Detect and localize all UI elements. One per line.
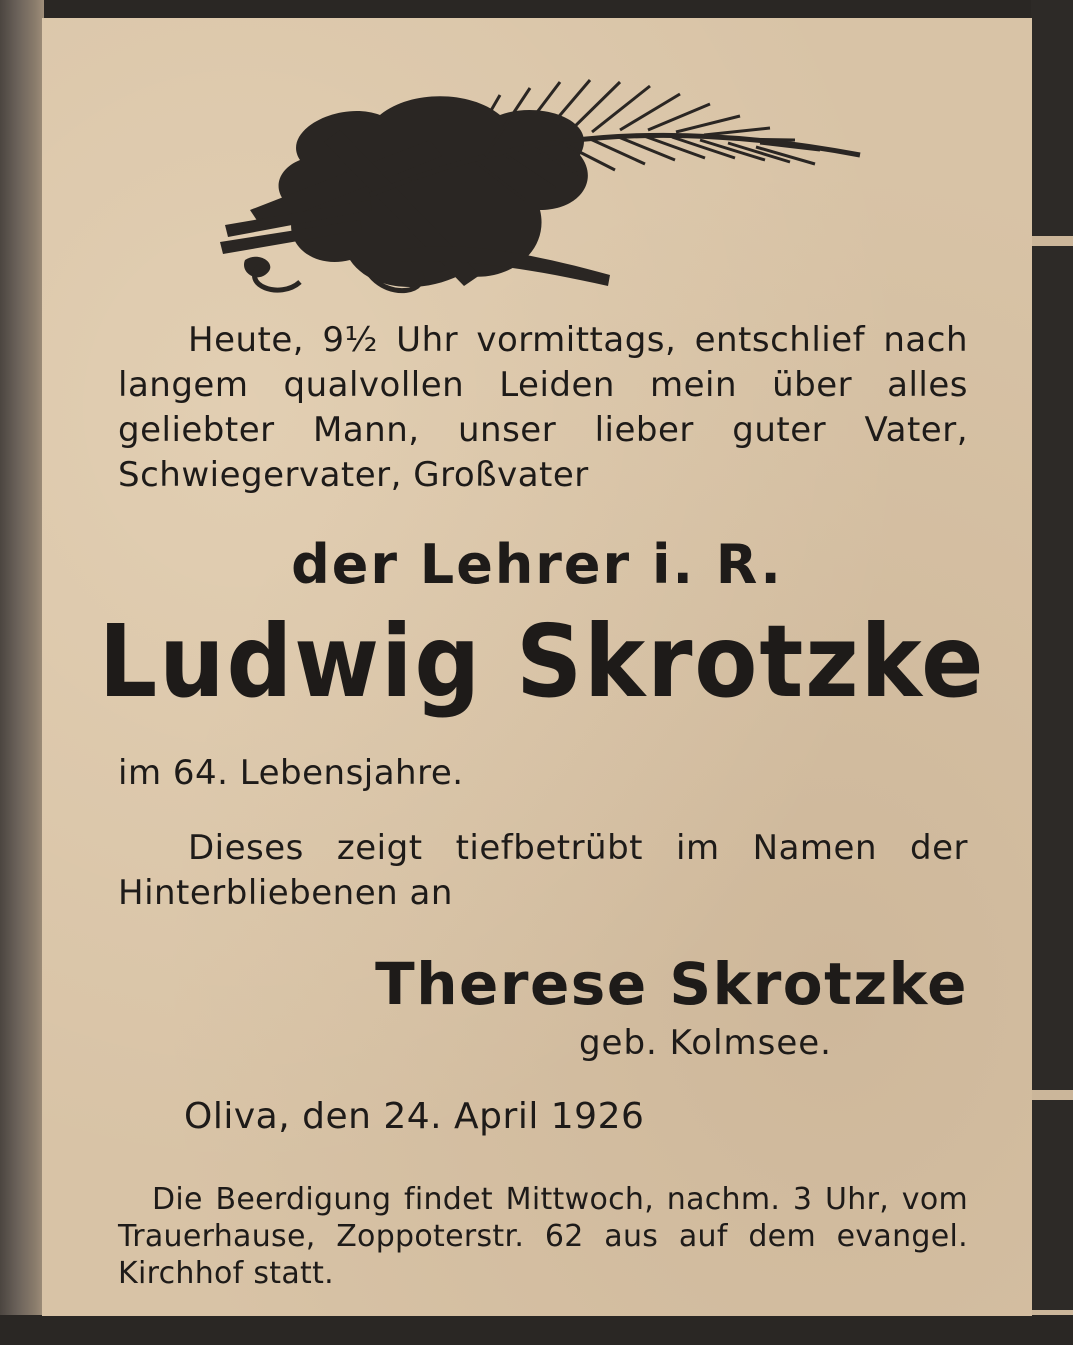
announcement-paragraph: [118, 826, 968, 916]
scan-edge-left: [0, 0, 44, 1345]
widow-name: Therese Skrotzke: [375, 950, 968, 1018]
scan-edge-bottom: [0, 1315, 1073, 1345]
age-line: im 64. Lebensjahre.: [118, 753, 464, 793]
palm-frond-cross-wreath-icon: [220, 60, 870, 300]
scan-edge-right: [1031, 0, 1073, 1345]
announcement-text: Dieses zeigt tiefbetrübt im Namen der Hinterbliebenen an: [118, 828, 968, 913]
deceased-name: Ludwig Skrotzke: [98, 603, 986, 720]
intro-text: Heute, 9½ Uhr vormittags, entschlief nach langem qualvollen Leiden mein über alles geliebter Mann, unser lieber guter Vater, Schwiegervater, Großvater: [118, 320, 968, 495]
funeral-paragraph: [118, 1181, 968, 1292]
widow-maiden-name: geb. Kolmsee.: [578, 1023, 832, 1063]
funeral-text: Die Beerdigung findet Mittwoch, nachm. 3 Uhr, vom Trauerhause, Zoppoterstr. 62 aus auf dem evangel. Kirchhof statt.: [118, 1182, 968, 1291]
intro-paragraph: [118, 318, 968, 498]
place-and-date: Oliva, den 24. April 1926: [184, 1096, 645, 1137]
deceased-title: der Lehrer i. R.: [291, 533, 783, 596]
death-notice: [42, 18, 1032, 1316]
